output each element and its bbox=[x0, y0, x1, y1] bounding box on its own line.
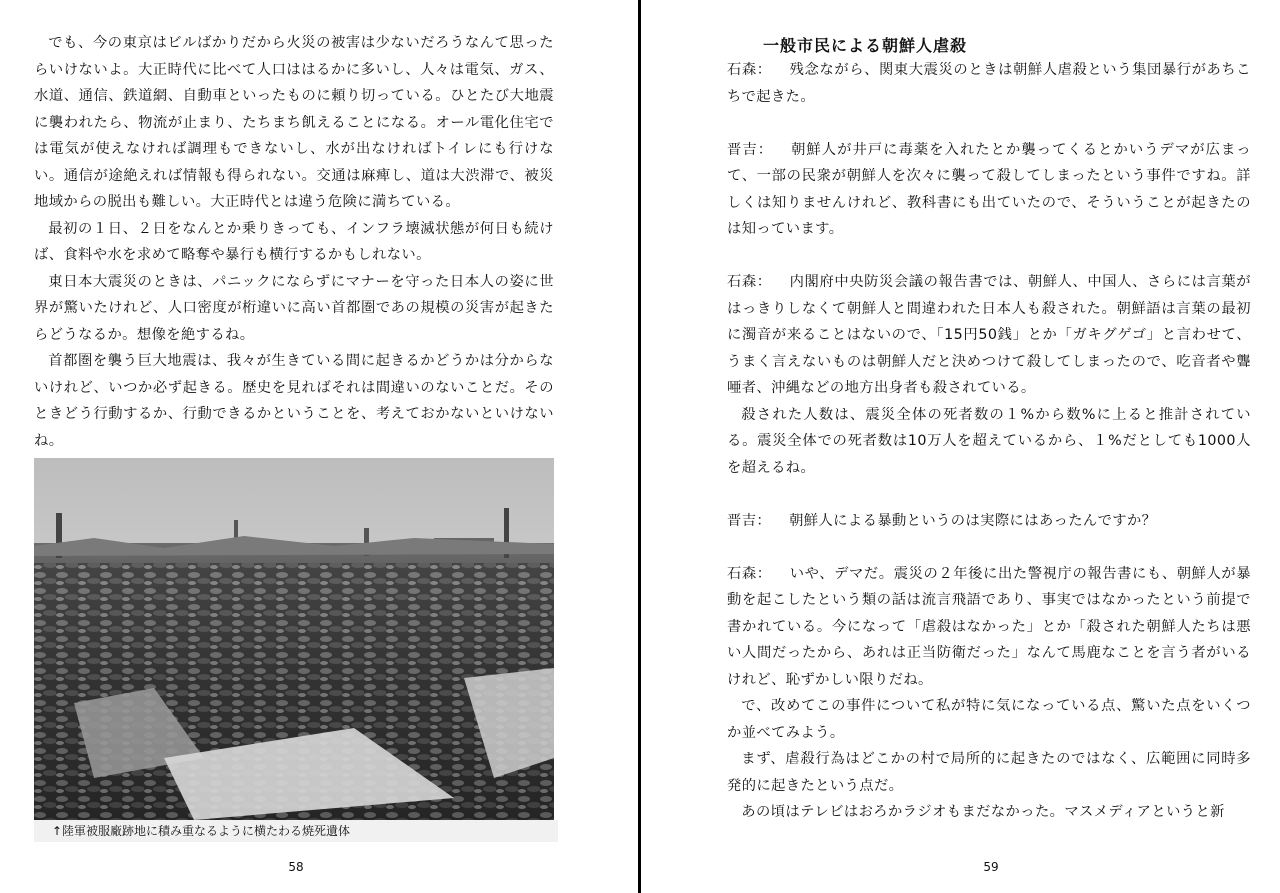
speaker-name: 晋吉： bbox=[727, 512, 772, 529]
photo-caption: ↑陸軍被服廠跡地に積み重なるように横たわる焼死遺体 bbox=[34, 820, 558, 842]
dialogue-line bbox=[727, 57, 1251, 110]
dialogue-line bbox=[727, 137, 1251, 243]
spacer bbox=[727, 243, 1251, 270]
page-number: 59 bbox=[983, 860, 999, 874]
dialogue-line bbox=[727, 508, 1251, 535]
paragraph: で、改めてこの事件について私が特に気になっている点、驚いた点をいくつか並べてみよう。 bbox=[727, 698, 1251, 741]
spacer bbox=[727, 534, 1251, 561]
paragraph: 最初の１日、２日をなんとか乗りきっても、インフラ壊滅状態が何日も続けば、食料や水を求めて略奪や暴行も横行するかもしれない。 bbox=[34, 220, 554, 263]
spacer bbox=[727, 481, 1251, 508]
paragraph: 殺された人数は、震災全体の死者数の１%から数%に上ると推計されている。震災全体での死者数は10万人を超えているから、１%だとしても1000人を超えるね。 bbox=[727, 406, 1251, 476]
paragraph: あの頃はテレビはおろかラジオもまだなかった。マスメディアというと新 bbox=[741, 804, 1225, 820]
historical-photo bbox=[34, 458, 554, 820]
dialogue-text: 朝鮮人による暴動というのは実際にはあったんですか？ bbox=[789, 512, 1157, 529]
dialogue-text: いや、デマだ。震災の２年後に出た警視庁の報告書にも、朝鮮人が暴動を起こしたという類の話は流言飛語であり、事実ではなかったという前提で書かれている。今になって「虐殺はなかった」とか「殺された朝鮮人たちは悪い人間だったから、あれは正当防衛だった」なんて馬鹿なことを言う者がいるけれど、恥ずかしい限りだね。 bbox=[727, 565, 1251, 688]
speaker-name: 石森： bbox=[727, 565, 772, 582]
dialogue-text: 朝鮮人が井戸に毒薬を入れたとか襲ってくるとかいうデマが広まって、一部の民衆が朝鮮人を次々に襲って殺してしまったという事件ですね。詳しくは知りませんけれど、教科書にも出ていたので、そういうことが起きたのは知っています。 bbox=[727, 141, 1251, 237]
section-heading: 一般市民による朝鮮人虐殺 bbox=[763, 36, 968, 55]
left-page bbox=[0, 0, 638, 893]
speaker-name: 石森： bbox=[727, 62, 772, 78]
paragraph: でも、今の東京はビルばかりだから火災の被害は少ないだろうなんて思ったらいけないよ。大正時代に比べて人口ははるかに多いし、人々は電気、ガス、水道、通信、鉄道網、自動車といったものに頼り切っている。ひとたび大地震に襲われたら、物流が止まり、たちまち飢えることになる。オール電化住宅では電気が使えなければ調理もできないし、水が出なければトイレにも行けない。通信が途絶えれば情報も得られない。交通は麻痺し、道は大渋滞で、被災地域からの脱出も難しい。大正時代とは違う危険に満ちている。 bbox=[34, 35, 554, 210]
dialogue-line bbox=[727, 561, 1251, 694]
dialogue-text: 残念ながら、関東大震災のときは朝鮮人虐殺という集団暴行があちこちで起きた。 bbox=[727, 62, 1251, 105]
dialogue-line bbox=[727, 269, 1251, 402]
page-number: 58 bbox=[288, 860, 304, 874]
dialogue-text: 内閣府中央防災会議の報告書では、朝鮮人、中国人、さらには言葉がはっきりしなくて朝鮮人と間違われた日本人も殺された。朝鮮語は言葉の最初に濁音が来ることはないので、「15円50銭」とか「ガキグゲゴ」と言わせて、うまく言えないものは朝鮮人だと決めつけて殺してしまったので、吃音者や聾唖者、沖縄などの地方出身者も殺されている。 bbox=[727, 274, 1251, 396]
speaker-name: 石森： bbox=[727, 274, 772, 290]
right-page bbox=[641, 0, 1280, 893]
left-body-text bbox=[34, 30, 554, 454]
paragraph: 東日本大震災のときは、パニックにならずにマナーを守った日本人の姿に世界が驚いたけれど、人口密度が桁違いに高い首都圏であの規模の災害が起きたらどうなるか。想像を絶するね。 bbox=[34, 273, 554, 343]
paragraph: 首都圏を襲う巨大地震は、我々が生きている間に起きるかどうかは分からないけれど、いつか必ず起きる。歴史を見ればそれは間違いのないことだ。そのときどう行動するか、行動できるかということを、考えておかないといけないね。 bbox=[34, 353, 554, 449]
speaker-name: 晋吉： bbox=[727, 141, 774, 158]
paragraph: まず、虐殺行為はどこかの村で局所的に起きたのではなく、広範囲に同時多発的に起きたという点だ。 bbox=[727, 751, 1251, 794]
right-body-text bbox=[727, 57, 1251, 826]
spacer bbox=[727, 110, 1251, 137]
